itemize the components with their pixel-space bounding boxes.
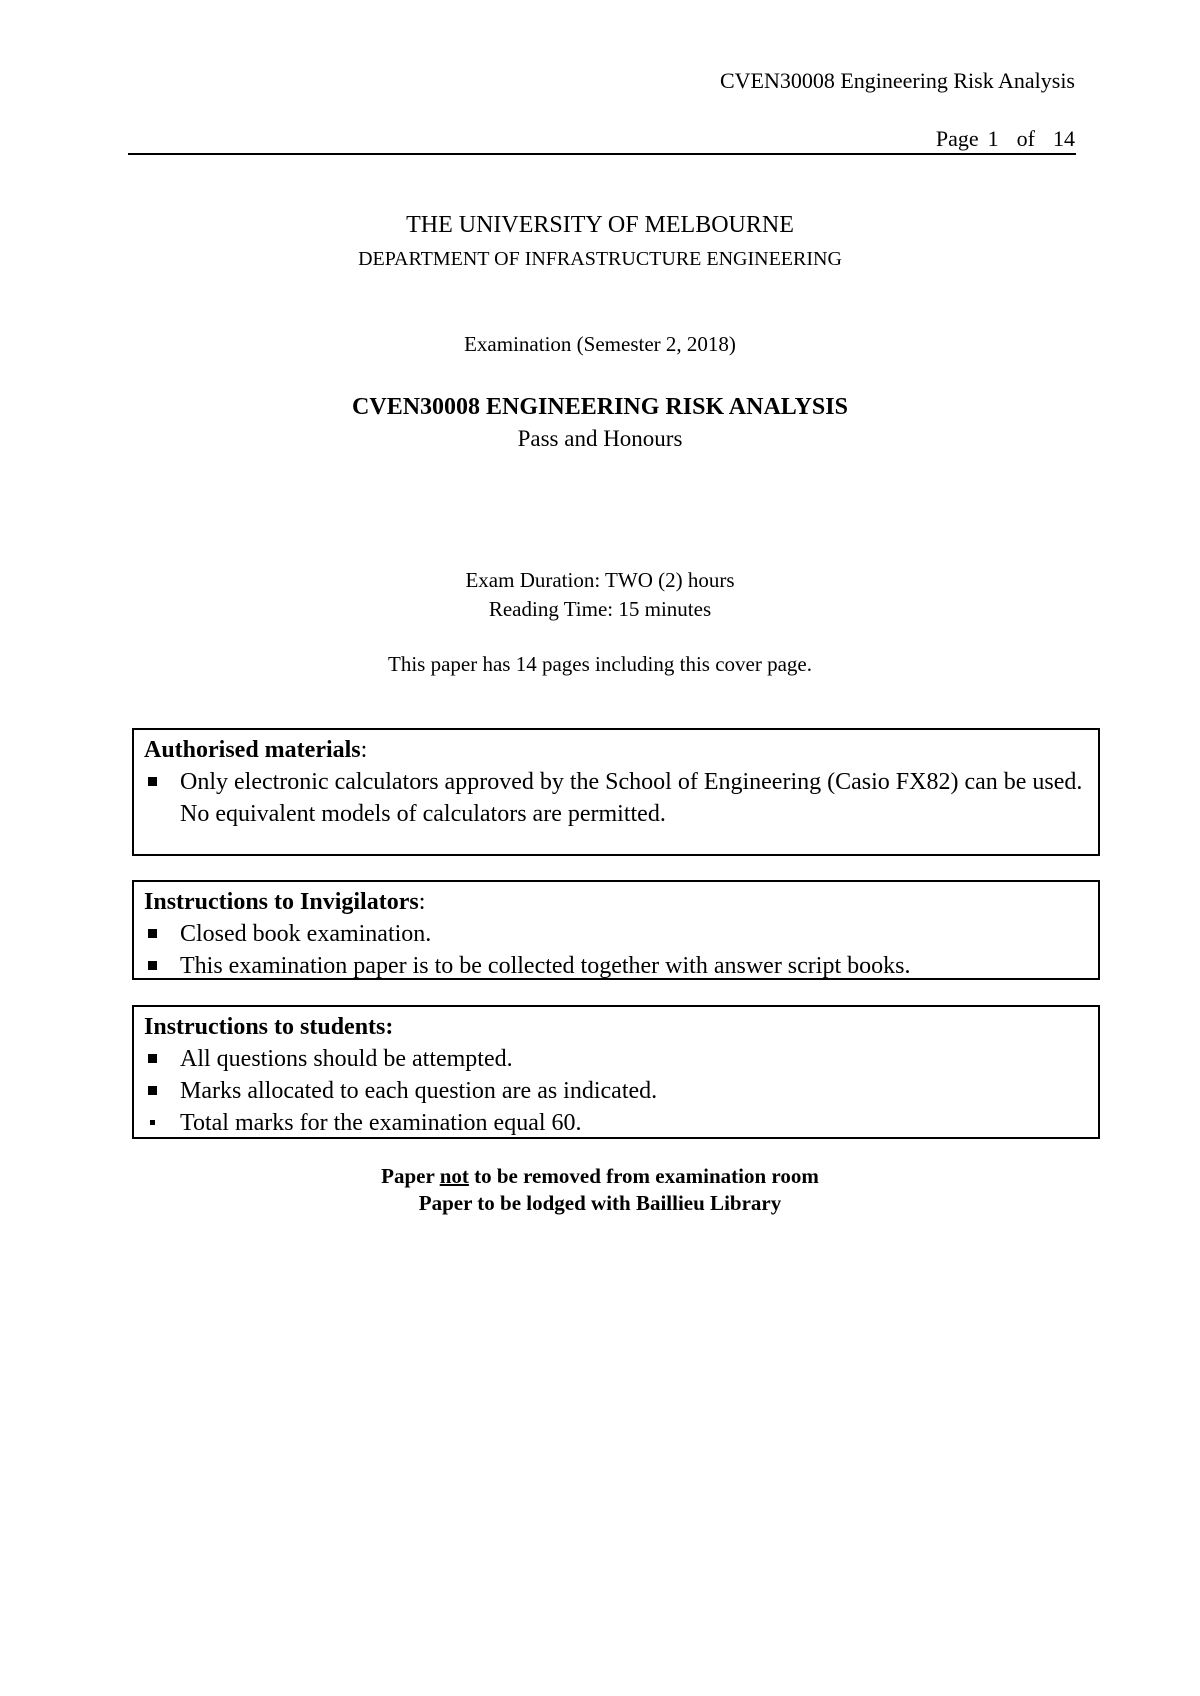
list-item: Only electronic calculators approved by the School of Engineering (Casio FX82) can be used. No equivalent models of calculators are permitted. <box>144 766 1088 830</box>
invigilator-instructions-title: Instructions to Invigilators: <box>144 889 426 915</box>
page-count-note: This paper has 14 pages including this cover page. <box>388 652 812 676</box>
square-bullet-icon <box>148 1086 157 1095</box>
footer-emphasis: not <box>439 1164 469 1188</box>
department-name: DEPARTMENT OF INFRASTRUCTURE ENGINEERING <box>358 248 842 270</box>
student-instructions-list <box>144 1043 1088 1139</box>
footer-lodging-notice: Paper to be lodged with Baillieu Library <box>418 1191 782 1215</box>
course-subtitle: Pass and Honours <box>517 426 683 451</box>
authorised-materials-box <box>132 728 1100 856</box>
university-name: THE UNIVERSITY OF MELBOURNE <box>406 212 794 238</box>
total-pages: 14 <box>1053 126 1075 151</box>
page-number: 1 <box>987 126 999 151</box>
running-header-course: CVEN30008 Engineering Risk Analysis <box>719 68 1075 93</box>
exam-duration: Exam Duration: TWO (2) hours <box>465 568 735 592</box>
reading-time: Reading Time: 15 minutes <box>488 597 712 621</box>
header-divider <box>128 153 1076 155</box>
running-header-page-number <box>936 126 1075 152</box>
square-bullet-icon <box>148 961 157 970</box>
invigilator-instructions-list <box>144 918 1088 982</box>
square-bullet-icon <box>148 929 157 938</box>
course-title: CVEN30008 ENGINEERING RISK ANALYSIS <box>352 394 848 420</box>
footer-removal-notice: Paper not to be removed from examination room <box>381 1164 819 1188</box>
list-item: All questions should be attempted. <box>144 1043 1088 1075</box>
list-item: Total marks for the examination equal 60. <box>144 1107 1088 1139</box>
of-label: of <box>1016 126 1035 151</box>
student-instructions-box <box>132 1005 1100 1139</box>
list-item: Marks allocated to each question are as indicated. <box>144 1075 1088 1107</box>
square-bullet-icon <box>148 777 157 786</box>
small-square-bullet-icon <box>150 1120 155 1125</box>
square-bullet-icon <box>148 1054 157 1063</box>
page-label: Page <box>935 126 979 151</box>
examination-period: Examination (Semester 2, 2018) <box>464 332 736 356</box>
list-item: This examination paper is to be collected together with answer script books. <box>144 950 1088 982</box>
invigilator-instructions-box <box>132 880 1100 980</box>
student-instructions-title: Instructions to students: <box>144 1014 394 1040</box>
authorised-materials-title: Authorised materials: <box>144 737 368 763</box>
authorised-materials-list <box>144 766 1088 830</box>
list-item: Closed book examination. <box>144 918 1088 950</box>
